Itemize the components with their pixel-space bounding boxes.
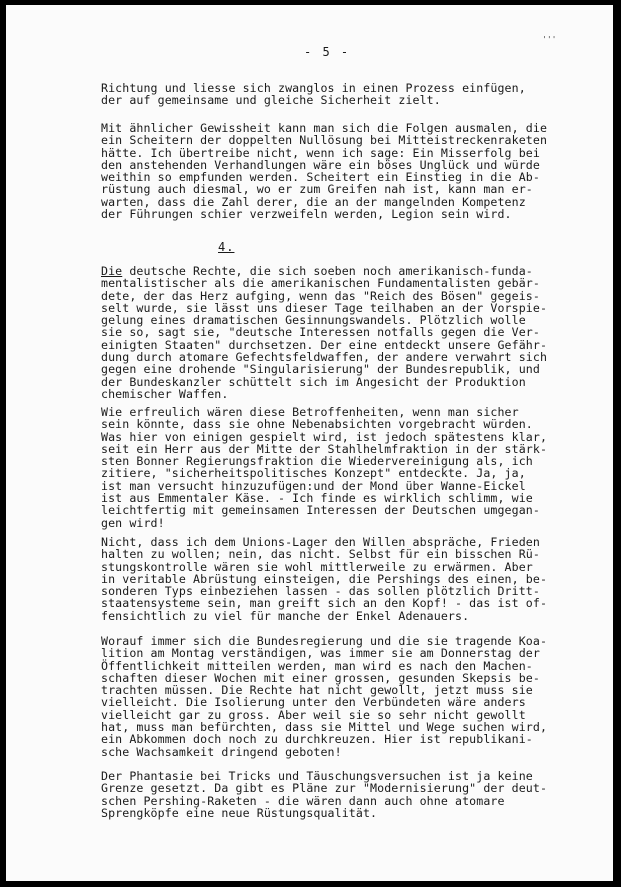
paragraph-7 xyxy=(101,769,548,820)
text-line: fensichtlich zu viel für manche der Enkel Adenauers. xyxy=(101,608,470,623)
text-line: Worauf immer sich die Bundesregierung und die sie tragende Koa- xyxy=(101,634,548,648)
text-line: sche Wachsamkeit dringend geboten! xyxy=(101,744,342,759)
corner-mark: ''' xyxy=(542,35,557,44)
text-line: dung durch atomare Gefechtsfeldwaffen, der andere verwahrt sich xyxy=(101,350,548,365)
text-line: Was hier von einigen gespielt wird, ist jedoch spätestens klar, xyxy=(101,429,548,444)
text-line: staatensysteme sein, man greift sich an den Kopf! - das ist of- xyxy=(101,596,548,611)
text-line: Der Phantasie bei Tricks und Täuschungsversuchen ist ja keine xyxy=(101,769,533,783)
scan-border xyxy=(615,0,621,887)
text-line: Richtung und liesse sich zwanglos in einen Prozess einfügen, xyxy=(101,81,526,95)
text-line: Grenze gesetzt. Da gibt es Pläne zur "Modernisierung" der deut- xyxy=(101,781,548,796)
text-line: gegen eine drohende "Singularisierung" der Bundesrepublik, und xyxy=(101,362,540,377)
text-line: ist man versucht hinzuzufügen:und der Mond über Wanne-Eickel xyxy=(101,478,526,493)
text-line: hätte. Ich übertreibe nicht, wenn ich sage: Ein Misserfolg bei xyxy=(101,145,540,160)
text-line: ein Abkommen doch noch zu durchkreuzen. Hier ist republikani- xyxy=(101,732,533,747)
text-line: ein Scheitern der doppelten Nullösung bei Mitteistreckenraketen xyxy=(101,133,548,148)
text-line: der Führungen schier verzweifeln werden, Legion sein wird. xyxy=(101,207,512,222)
text-line: selt wurde, sie lässt uns dieser Tage teilhaben an der Vorspie- xyxy=(101,300,548,315)
paragraph-6 xyxy=(101,634,548,759)
section-heading: 4. xyxy=(218,240,235,254)
text-line: lition am Montag verständigen, was immer sie am Donnerstag der xyxy=(101,646,540,661)
text-line: gelung eines dramatischen Gesinnungswandels. Plötzlich wolle xyxy=(101,313,526,328)
text-line: einigten Staaten" durchsetzen. Der eine entdeckt unsere Gefähr- xyxy=(101,337,548,352)
text-line: stungskontrolle wären sie wohl mittlerweile zu erwärmen. Aber xyxy=(101,559,533,574)
text-line: schaften dieser Wochen mit einer grossen, gesunden Skepsis be- xyxy=(101,670,540,685)
text-line: Nicht, dass ich dem Unions-Lager den Willen abspräche, Frieden xyxy=(101,535,540,549)
paragraph-1 xyxy=(101,82,531,107)
text-line: leichtfertig mit gemeinsamen Interessen der Deutschen umgegan- xyxy=(101,503,540,518)
text-line: Öffentlichkeit mitteilen werden, man wird es nach den Machen- xyxy=(101,658,533,673)
text-line: mentalistischer als die amerikanischen Fundamentalisten gebär- xyxy=(101,276,540,291)
paragraph-3 xyxy=(101,264,548,401)
text-line: vielleicht. Die Isolierung unter den Verbündeten wäre anders xyxy=(101,695,526,710)
paragraph-5 xyxy=(101,535,548,623)
text-line: rüstung auch diesmal, wo er zum Greifen nah ist, kann man er- xyxy=(101,182,533,197)
text-line: sie so, sagt sie, "deutsche Interessen notfalls gegen die Ver- xyxy=(101,325,540,340)
text-line: sonderen Typs einbeziehen lassen - das sollen plötzlich Dritt- xyxy=(101,584,540,599)
text-line: den anstehenden Verhandlungen wäre ein böses Unglück und würde xyxy=(101,157,540,172)
text-line: warten, dass die Zahl derer, die an der mangelnden Kompetenz xyxy=(101,194,526,209)
text-line: in veritable Abrüstung einsteigen, die Pershings des einen, be- xyxy=(101,571,548,586)
text-line: Mit ähnlicher Gewissheit kann man sich die Folgen ausmalen, die xyxy=(101,121,548,135)
text-line: der auf gemeinsame und gleiche Sicherheit zielt. xyxy=(101,93,441,108)
text-line: vielleicht gar zu gross. Aber weil sie so sehr nicht gewollt xyxy=(101,707,526,722)
text-line: gen wird! xyxy=(101,515,165,530)
text-line: seit ein Herr aus der Mitte der Stahlhelmfraktion in der stärk- xyxy=(101,441,548,456)
text-line-rest: deutsche Rechte, die sich soeben noch amerikanisch-funda- xyxy=(122,264,533,278)
underlined-word: Die xyxy=(101,264,123,278)
page-number: - 5 - xyxy=(304,45,351,59)
text-line: zitiere, "sicherheitspolitisches Konzept" entdeckte. Ja, ja, xyxy=(101,466,526,481)
text-line: schen Pershing-Raketen - die wären dann auch ohne atomare xyxy=(101,793,505,808)
paragraph-2 xyxy=(101,121,548,222)
text-line: sein könnte, dass sie ohne Nebenabsichten vorgebracht würden. xyxy=(101,417,533,432)
paragraph-4 xyxy=(101,405,548,530)
text-line: ist aus Emmentaler Käse. - Ich finde es wirklich schlimm, wie xyxy=(101,491,533,506)
text-line: der Bundeskanzler schüttelt sich im Angesicht der Produktion xyxy=(101,374,526,389)
text-line: trachten müssen. Die Rechte hat nicht gewollt, jetzt muss sie xyxy=(101,683,533,698)
text-line: weithin so empfunden werden. Scheitert ein Einstieg in die Ab- xyxy=(101,170,540,185)
document-page xyxy=(6,5,613,881)
text-line: hat, muss man befürchten, dass sie Mittel und Wege suchen wird, xyxy=(101,720,548,735)
text-line: halten zu wollen; nein, das nicht. Selbst für ein bisschen Rü- xyxy=(101,547,540,562)
text-line: dete, der das Herz aufging, wenn das "Reich des Bösen" gegeis- xyxy=(101,288,540,303)
text-line: Sprengköpfe eine neue Rüstungsqualität. xyxy=(101,805,378,820)
text-line: sten Bonner Regierungsfraktion die Wiedervereinigung als, ich xyxy=(101,454,533,469)
text-line: Wie erfreulich wären diese Betroffenheiten, wenn man sicher xyxy=(101,405,519,419)
text-line: chemischer Waffen. xyxy=(101,386,229,401)
